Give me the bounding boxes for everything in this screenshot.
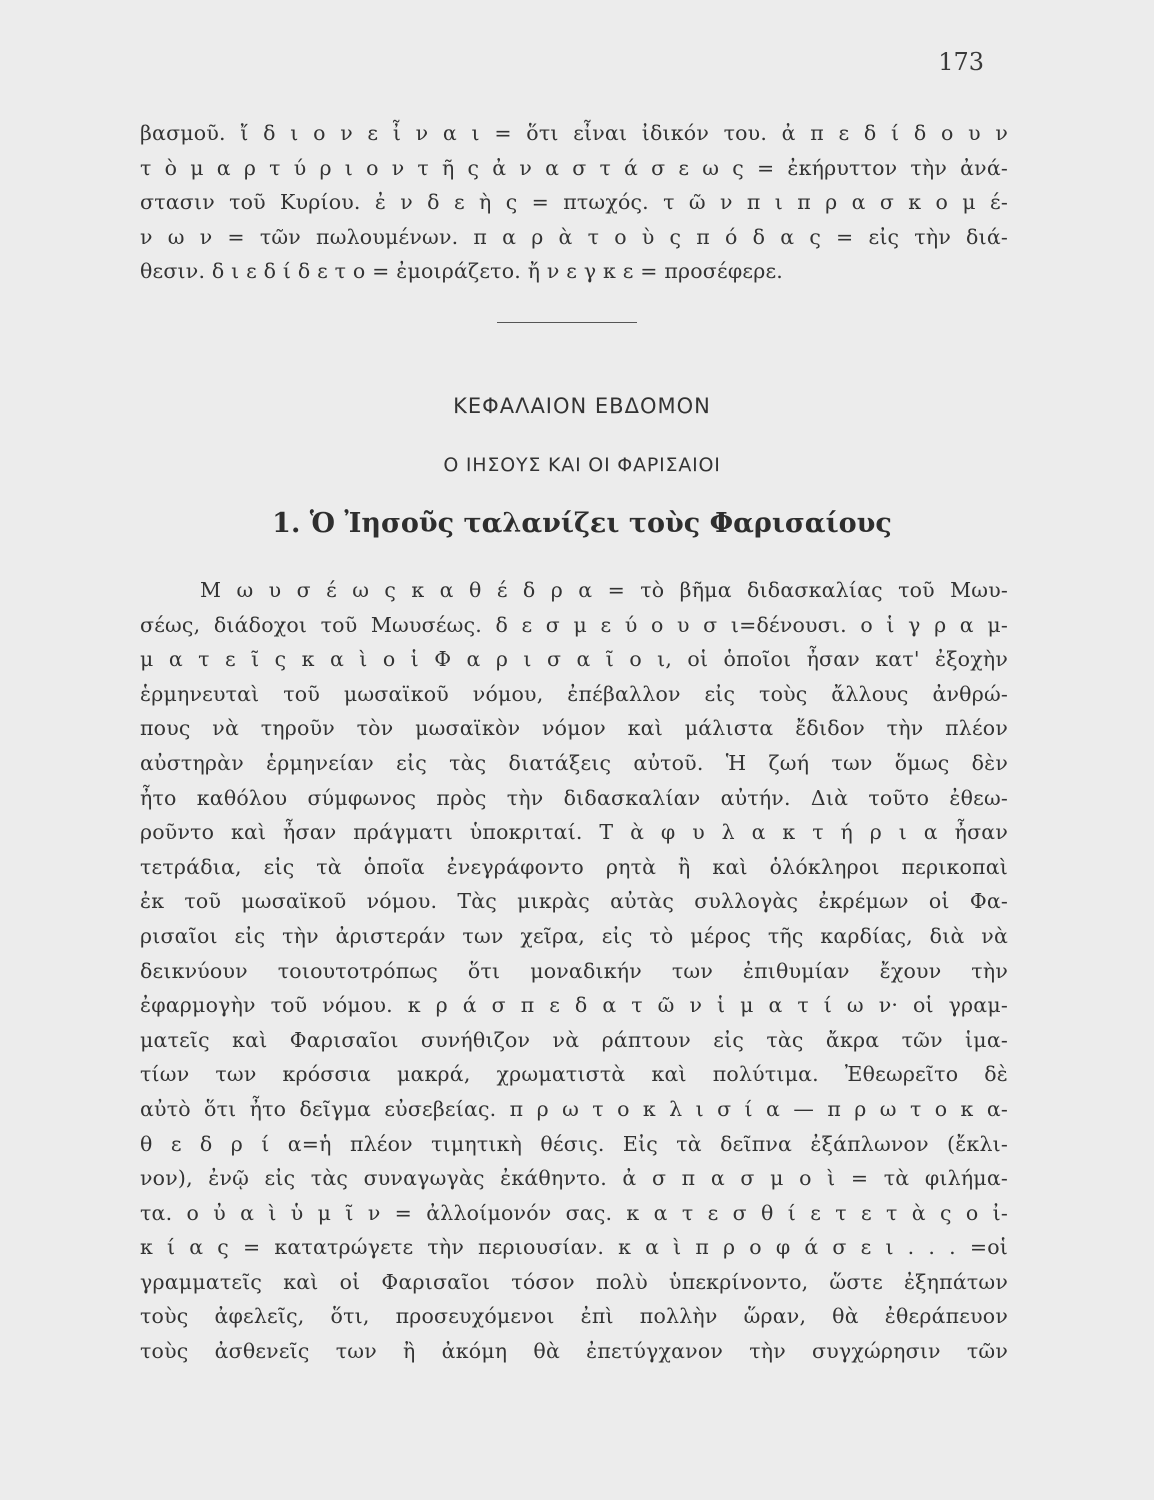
text-line: Μ ω υ σ έ ω ς κ α θ έ δ ρ α = τὸ βῆμα διδασκαλίας τοῦ Μωυ- bbox=[200, 578, 1008, 602]
chapter-heading: ΚΕΦΑΛΑΙΟΝ ΕΒΔΟΜΟΝ bbox=[453, 394, 711, 418]
text-line: νον), ἐνῷ εἰς τὰς συναγωγὰς ἐκάθηντο. ἀ σ π α σ μ ο ὶ = τὰ φιλήμα- bbox=[140, 1166, 1008, 1191]
text-line: στασιν τοῦ Κυρίου. ἐ ν δ ε ὴ ς = πτωχός. τ ῶ ν π ι π ρ α σ κ ο μ έ- bbox=[140, 190, 1008, 215]
text-line: δεικνύουν τοιουτοτρόπως ὅτι μοναδικήν των ἐπιθυμίαν ἔχουν τὴν bbox=[140, 958, 1008, 983]
page-number: 173 bbox=[938, 48, 984, 76]
text-line: ἑρμηνευταὶ τοῦ μωσαϊκοῦ νόμου, ἐπέβαλλον εἰς τοὺς ἄλλους ἀνθρώ- bbox=[140, 681, 1008, 706]
text-line: πους νὰ τηροῦν τὸν μωσαϊκὸν νόμον καὶ μάλιστα ἔδιδον τὴν πλέον bbox=[140, 716, 1008, 741]
text-line: αὐστηρὰν ἑρμηνείαν εἰς τὰς διατάξεις αὐτοῦ. Ἡ ζωή των ὅμως δὲν bbox=[140, 750, 1008, 775]
text-line: θ ε δ ρ ί α=ἡ πλέον τιμητικὴ θέσις. Εἰς τὰ δεῖπνα ἐξάπλωνον (ἔκλι- bbox=[140, 1131, 1008, 1156]
text-line: ἦτο καθόλου σύμφωνος πρὸς τὴν διδασκαλίαν αὐτήν. Διὰ τοῦτο ἐθεω- bbox=[140, 785, 1008, 810]
glossary-notes-top bbox=[140, 116, 1008, 289]
text-line: ματεῖς καὶ Φαρισαῖοι συνήθιζον νὰ ράπτουν εἰς τὰς ἄκρα τῶν ἱμα- bbox=[140, 1027, 1008, 1052]
text-line: τοὺς ἀφελεῖς, ὅτι, προσευχόμενοι ἐπὶ πολλὴν ὥραν, θὰ ἐθεράπευον bbox=[140, 1304, 1008, 1329]
text-line: σέως, διάδοχοι τοῦ Μωυσέως. δ ε σ μ ε ύ ο υ σ ι=δένουσι. ο ἱ γ ρ α μ- bbox=[140, 612, 1008, 637]
text-line: τοὺς ἀσθενεῖς των ἢ ἀκόμη θὰ ἐπετύγχανον τὴν συγχώρησιν τῶν bbox=[140, 1339, 1008, 1364]
text-line: μ α τ ε ῖ ς κ α ὶ ο ἱ Φ α ρ ι σ α ῖ ο ι, οἱ ὁποῖοι ἦσαν κατ' ἐξοχὴν bbox=[140, 647, 1008, 672]
text-line: ν ω ν = τῶν πωλουμένων. π α ρ ὰ τ ο ὺ ς π ό δ α ς = εἰς τὴν διά- bbox=[140, 224, 1008, 249]
text-line: ἐφαρμογὴν τοῦ νόμου. κ ρ ά σ π ε δ α τ ῶ ν ἱ μ α τ ί ω ν· οἱ γραμ- bbox=[140, 993, 1008, 1018]
text-line: τετράδια, εἰς τὰ ὁποῖα ἐνεγράφοντο ρητὰ ἢ καὶ ὁλόκληροι περικοπαὶ bbox=[140, 854, 1008, 879]
text-line: βασμοῦ. ἴ δ ι ο ν ε ἶ ν α ι = ὅτι εἶναι ἰδικόν του. ἀ π ε δ ί δ ο υ ν bbox=[140, 121, 1008, 145]
text-line: αὐτὸ ὅτι ἦτο δεῖγμα εὐσεβείας. π ρ ω τ ο κ λ ι σ ί α — π ρ ω τ ο κ α- bbox=[140, 1096, 1008, 1121]
section-title: 1. Ὁ Ἰησοῦς ταλανίζει τοὺς Φαρισαίους bbox=[272, 508, 892, 539]
glossary-notes-body bbox=[140, 573, 1008, 1369]
text-line: ρισαῖοι εἰς τὴν ἀριστεράν των χεῖρα, εἰς τὸ μέρος τῆς καρδίας, διὰ νὰ bbox=[140, 923, 1008, 948]
text-line: θεσιν. δ ι ε δ ί δ ε τ ο = ἐμοιράζετο. ἤ ν ε γ κ ε = προσέφερε. bbox=[140, 259, 783, 284]
text-line: τίων των κρόσσια μακρά, χρωματιστὰ καὶ πολύτιμα. Ἐθεωρεῖτο δὲ bbox=[140, 1062, 1008, 1087]
chapter-subtitle: Ο ΙΗΣΟΥΣ ΚΑΙ ΟΙ ΦΑΡΙΣΑΙΟΙ bbox=[443, 454, 721, 476]
text-line: τ ὸ μ α ρ τ ύ ρ ι ο ν τ ῆ ς ἀ ν α σ τ ά σ ε ω ς = ἐκήρυττον τὴν ἀνά- bbox=[140, 155, 1008, 180]
text-line: κ ί α ς = κατατρώγετε τὴν περιουσίαν. κ α ὶ π ρ ο φ ά σ ε ι . . . =οἱ bbox=[140, 1235, 1008, 1260]
section-divider bbox=[497, 322, 637, 323]
text-line: τα. ο ὐ α ὶ ὑ μ ῖ ν = ἀλλοίμονόν σας. κ α τ ε σ θ ί ε τ ε τ ὰ ς ο ἰ- bbox=[140, 1200, 1008, 1225]
text-line: γραμματεῖς καὶ οἱ Φαρισαῖοι τόσον πολὺ ὑπεκρίνοντο, ὥστε ἐξηπάτων bbox=[140, 1269, 1008, 1294]
text-line: ροῦντο καὶ ἦσαν πράγματι ὑποκριταί. Τ ὰ φ υ λ α κ τ ή ρ ι α ἦσαν bbox=[140, 820, 1008, 845]
text-line: ἐκ τοῦ μωσαϊκοῦ νόμου. Τὰς μικρὰς αὐτὰς συλλογὰς ἐκρέμων οἱ Φα- bbox=[140, 889, 1008, 914]
